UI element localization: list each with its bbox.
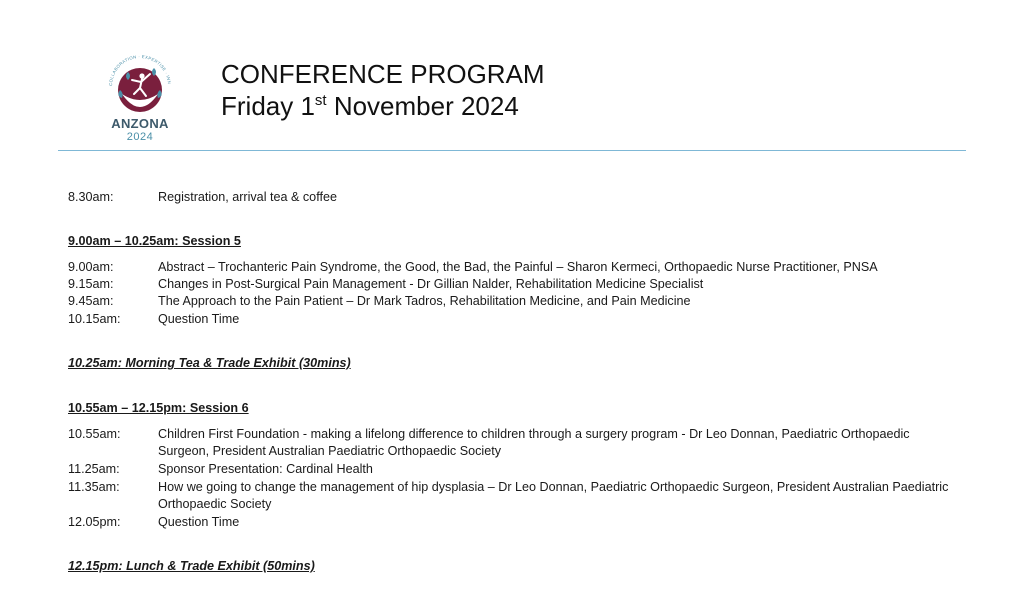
header-divider xyxy=(58,150,966,151)
page-title: CONFERENCE PROGRAM xyxy=(221,59,545,89)
item-description: Changes in Post-Surgical Pain Management - Dr Gillian Nalder, Rehabilitation Medicine Specialist xyxy=(158,277,704,291)
logo-emblem-icon xyxy=(98,50,182,122)
subtitle-ordinal: st xyxy=(314,92,327,109)
item-description: The Approach to the Pain Patient – Dr Mark Tadros, Rehabilitation Medicine, and Pain Medicine xyxy=(158,294,691,308)
session-5-heading: 9.00am – 10.25am: Session 5 xyxy=(68,234,241,248)
title-block xyxy=(221,58,545,122)
item-time: 8.30am: xyxy=(68,190,114,204)
logo-name: ANZONA xyxy=(111,116,169,131)
item-description: Question Time xyxy=(158,515,240,529)
subtitle-month-year: November 2024 xyxy=(326,91,519,121)
item-time: 12.05pm: xyxy=(68,515,121,529)
item-description: Sponsor Presentation: Cardinal Health xyxy=(158,462,373,476)
page-subtitle xyxy=(221,90,545,122)
session-6-heading: 10.55am – 12.15pm: Session 6 xyxy=(68,401,249,415)
item-time: 9.45am: xyxy=(68,294,114,308)
lunch-break: 12.15pm: Lunch & Trade Exhibit (50mins) xyxy=(68,559,315,573)
logo-year: 2024 xyxy=(126,131,154,143)
item-time: 9.00am: xyxy=(68,260,114,274)
item-time: 9.15am: xyxy=(68,277,114,291)
item-description: Abstract – Trochanteric Pain Syndrome, the Good, the Bad, the Painful – Sharon Kermeci, Orthopaedic Nurse Practitioner, PNSA xyxy=(158,260,878,274)
subtitle-day: Friday 1 xyxy=(221,91,315,121)
item-time: 11.25am: xyxy=(68,462,120,476)
item-description: Question Time xyxy=(158,312,240,326)
item-description: Children First Foundation - making a lifelong difference to children through a surgery program - Dr Leo Donnan, Paediatric Orthopaedic Surgeon, President Australian Paediatric Orthopaedic Society xyxy=(158,427,910,458)
item-time: 10.55am: xyxy=(68,427,121,441)
item-time: 10.15am: xyxy=(68,312,121,326)
morning-tea-break: 10.25am: Morning Tea & Trade Exhibit (30mins) xyxy=(68,356,351,370)
logo-ring-text: COLLABORATION · EXPERTISE · INN xyxy=(107,53,172,87)
anzona-logo xyxy=(98,50,182,146)
item-description: Registration, arrival tea & coffee xyxy=(158,190,337,204)
item-time: 11.35am: xyxy=(68,480,120,494)
item-description: How we going to change the management of hip dysplasia – Dr Leo Donnan, Paediatric Orthopaedic Surgeon, President Australian Paediatric Orthopaedic Society xyxy=(158,480,949,511)
